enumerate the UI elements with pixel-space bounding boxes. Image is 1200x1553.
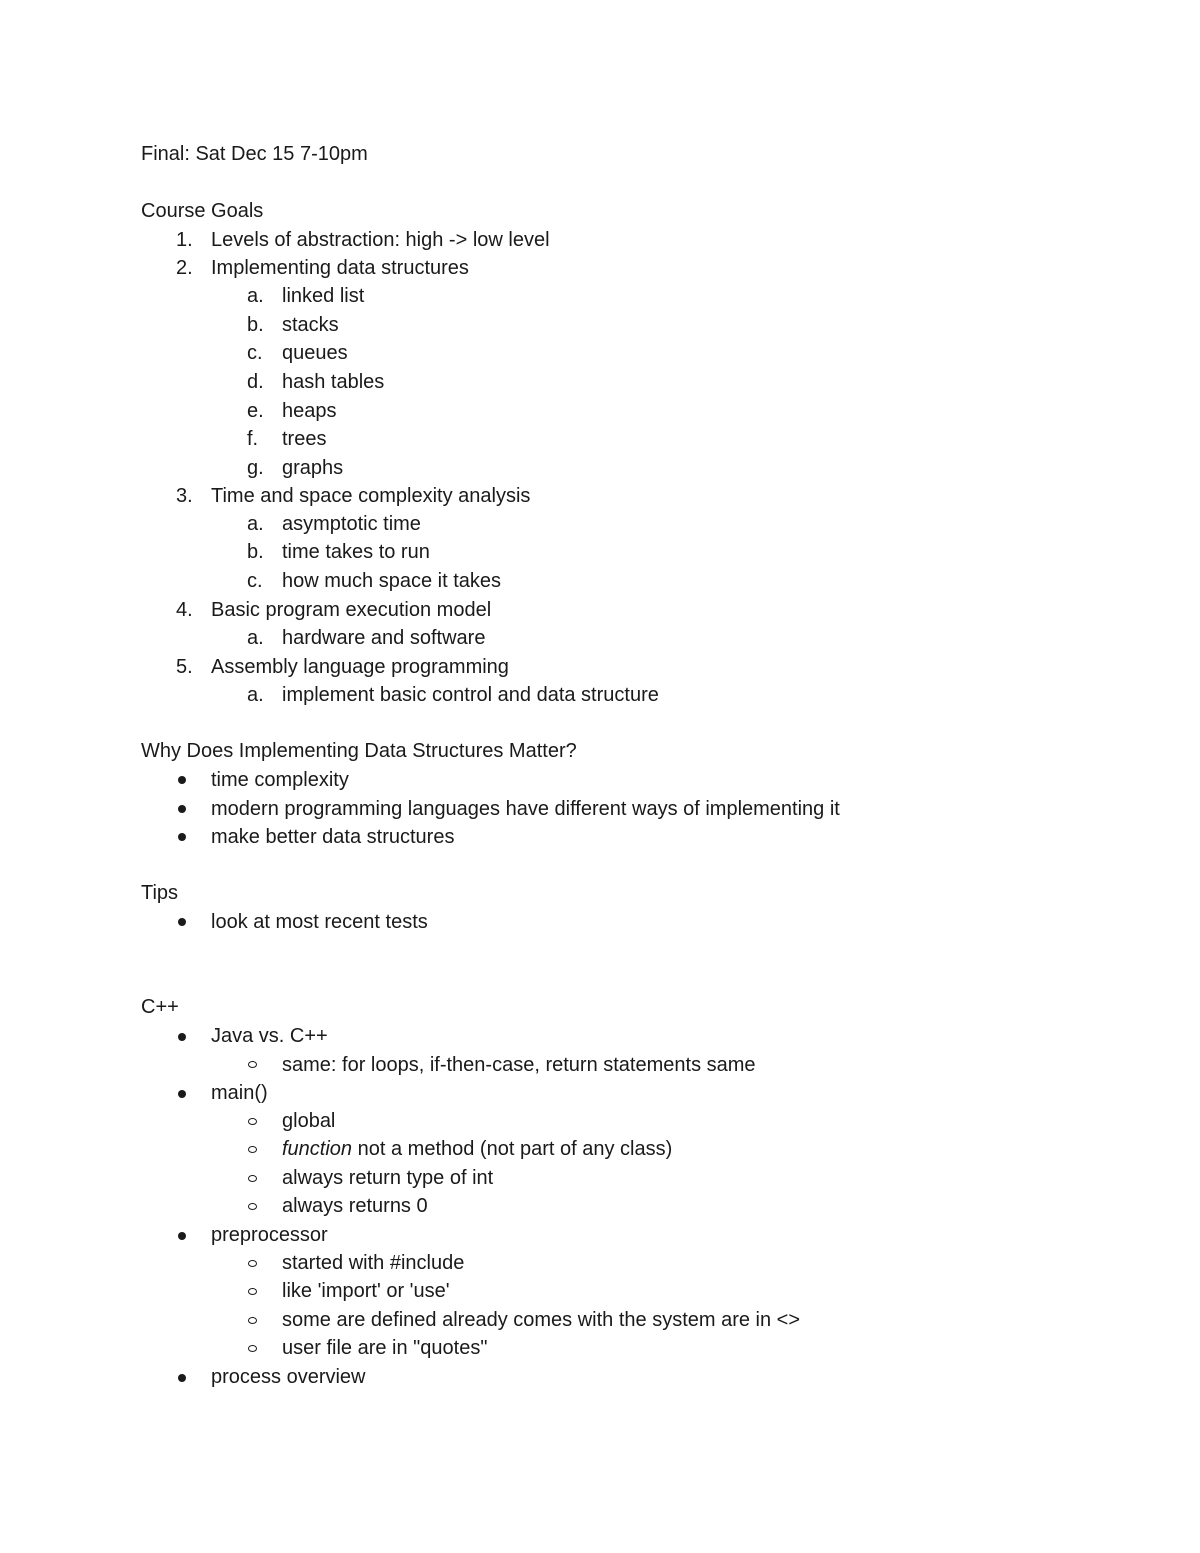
hollow-bullet-icon xyxy=(248,1345,257,1352)
cpp-heading: C++ xyxy=(141,996,179,1018)
sub-letter: a. xyxy=(247,285,264,307)
bullet-icon xyxy=(178,1374,186,1382)
hollow-bullet-icon xyxy=(248,1288,257,1295)
tips-heading: Tips xyxy=(141,882,179,904)
hollow-bullet-icon xyxy=(248,1317,257,1324)
hollow-bullet-icon xyxy=(248,1061,257,1068)
sub-letter: f. xyxy=(247,428,259,450)
tips-item: look at most recent tests xyxy=(211,911,428,933)
sub-letter: e. xyxy=(247,400,264,422)
bullet-icon xyxy=(178,776,186,784)
sub-item: stacks xyxy=(282,314,339,336)
cpp-sub-item: always returns 0 xyxy=(282,1195,428,1217)
cpp-item: main() xyxy=(211,1082,268,1104)
goal-item: Assembly language programming xyxy=(211,656,509,678)
goal-item: Levels of abstraction: high -> low level xyxy=(211,229,550,251)
sub-letter: g. xyxy=(247,457,264,479)
why-item: modern programming languages have different ways of implementing it xyxy=(211,798,840,820)
cpp-sub-item-function xyxy=(282,1137,672,1161)
hollow-bullet-icon xyxy=(248,1260,257,1267)
sub-item: hardware and software xyxy=(282,627,486,649)
goal-number: 3. xyxy=(176,485,193,507)
course-goals-heading: Course Goals xyxy=(141,200,264,222)
goal-number: 2. xyxy=(176,257,193,279)
goal-number: 1. xyxy=(176,229,193,251)
sub-letter: d. xyxy=(247,371,264,393)
cpp-item: preprocessor xyxy=(211,1224,328,1246)
italic-term: function xyxy=(282,1138,353,1160)
hollow-bullet-icon xyxy=(248,1203,257,1210)
bullet-icon xyxy=(178,1090,186,1098)
sub-item: trees xyxy=(282,428,327,450)
hollow-bullet-icon xyxy=(248,1175,257,1182)
sub-letter: a. xyxy=(247,684,264,706)
sub-letter: c. xyxy=(247,342,263,364)
goal-number: 4. xyxy=(176,599,193,621)
bullet-icon xyxy=(178,833,186,841)
bullet-icon xyxy=(178,918,186,926)
why-heading: Why Does Implementing Data Structures Matter? xyxy=(141,740,577,762)
cpp-sub-item: some are defined already comes with the system are in <> xyxy=(282,1309,801,1331)
sub-item: heaps xyxy=(282,400,337,422)
sub-item: implement basic control and data structure xyxy=(282,684,659,706)
sub-letter: a. xyxy=(247,513,264,535)
final-date-line: Final: Sat Dec 15 7-10pm xyxy=(141,143,368,165)
cpp-sub-item: user file are in "quotes" xyxy=(282,1337,488,1359)
sub-letter: b. xyxy=(247,541,264,563)
hollow-bullet-icon xyxy=(248,1146,257,1153)
cpp-sub-item: same: for loops, if-then-case, return statements same xyxy=(282,1054,756,1076)
cpp-sub-item: started with #include xyxy=(282,1252,465,1274)
cpp-item: Java vs. C++ xyxy=(211,1025,328,1047)
bullet-icon xyxy=(178,1232,186,1240)
sub-item: hash tables xyxy=(282,371,385,393)
cpp-sub-item: global xyxy=(282,1110,336,1132)
bullet-icon xyxy=(178,805,186,813)
cpp-item: process overview xyxy=(211,1366,366,1388)
goal-item: Implementing data structures xyxy=(211,257,469,279)
sub-letter: c. xyxy=(247,570,263,592)
sub-item: graphs xyxy=(282,457,344,479)
sub-item: asymptotic time xyxy=(282,513,421,535)
hollow-bullet-icon xyxy=(248,1118,257,1125)
sub-item: how much space it takes xyxy=(282,570,501,592)
bullet-icon xyxy=(178,1033,186,1041)
goal-number: 5. xyxy=(176,656,193,678)
why-item: time complexity xyxy=(211,769,349,791)
sub-item: linked list xyxy=(282,285,365,307)
cpp-sub-item: always return type of int xyxy=(282,1167,494,1189)
sub-item-rest: not a method (not part of any class) xyxy=(352,1138,673,1160)
sub-item: queues xyxy=(282,342,348,364)
why-item: make better data structures xyxy=(211,826,455,848)
sub-letter: b. xyxy=(247,314,264,336)
sub-item: time takes to run xyxy=(282,541,430,563)
goal-item: Basic program execution model xyxy=(211,599,492,621)
cpp-sub-item: like 'import' or 'use' xyxy=(282,1280,450,1302)
goal-item: Time and space complexity analysis xyxy=(211,485,531,507)
sub-letter: a. xyxy=(247,627,264,649)
